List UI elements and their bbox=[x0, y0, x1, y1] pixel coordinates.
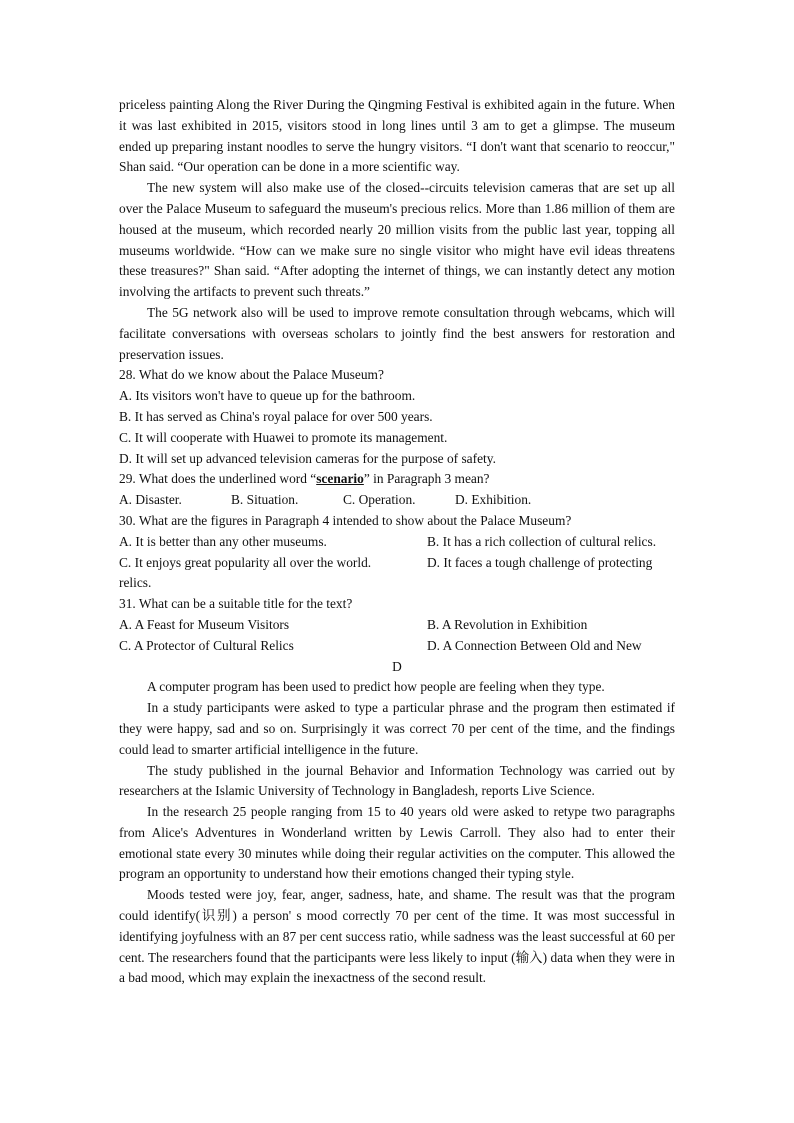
question-31-options-cd bbox=[119, 636, 675, 657]
question-30-option-b[interactable]: B. It has a rich collection of cultural relics. bbox=[427, 533, 657, 549]
question-29-option-b[interactable]: B. Situation. bbox=[231, 492, 299, 508]
question-28 bbox=[119, 365, 675, 469]
question-31-option-a[interactable]: A. A Feast for Museum Visitors bbox=[119, 616, 290, 632]
paragraph-c-cctv: The new system will also make use of the closed--circuits television cameras that are set up all over the Palace Museum to safeguard the museum's precious relics. More than 1.86 million of them are housed at the museum, which recorded nearly 20 million visits from the public last year, topping all museums worldwide. “How can we make sure no single visitor who might have evil ideas threatens these treasures?" Shan said. “After adopting the internet of things, we can instantly detect any motion involving the artifacts to prevent such threats.” bbox=[119, 180, 675, 300]
question-30 bbox=[119, 511, 675, 594]
question-29-stem bbox=[119, 469, 675, 490]
question-29-options bbox=[119, 490, 675, 511]
document-page bbox=[119, 95, 675, 989]
question-28-option-d[interactable]: D. It will set up advanced television cameras for the purpose of safety. bbox=[119, 450, 496, 466]
question-30-option-d-continued: relics. bbox=[119, 575, 152, 591]
question-31 bbox=[119, 594, 675, 656]
question-29 bbox=[119, 469, 675, 511]
question-30-option-c[interactable]: C. It enjoys great popularity all over the world. bbox=[119, 554, 372, 570]
paragraph-d-3: The study published in the journal Behavior and Information Technology was carried out by researchers at the Islamic University of Technology in Bangladesh, reports Live Science. bbox=[119, 762, 675, 799]
question-31-option-d[interactable]: D. A Connection Between Old and New bbox=[427, 637, 642, 653]
paragraph-d-1: A computer program has been used to predict how people are feeling when they type. bbox=[147, 679, 605, 695]
question-31-options-ab bbox=[119, 615, 675, 636]
question-30-option-a[interactable]: A. It is better than any other museums. bbox=[119, 533, 327, 549]
paragraph-d-2: In a study participants were asked to type a particular phrase and the program then estimated if they were happy, sad and so on. Surprisingly it was correct 70 per cent of the time, and the findings could lead to smarter artificial intelligence in the future. bbox=[119, 700, 675, 757]
question-28-option-b[interactable]: B. It has served as China's royal palace for over 500 years. bbox=[119, 408, 433, 424]
question-28-stem: 28. What do we know about the Palace Museum? bbox=[119, 367, 384, 383]
paragraph-d-5: Moods tested were joy, fear, anger, sadness, hate, and shame. The result was that the program could identify(识别) a person' s mood correctly 70 per cent of the time. It was most successful in identifying joyfulness with an 87 per cent success ratio, while sadness was the least successful at 60 per cent. The researchers found that the participants were less likely to input (输入) data when they were in a bad mood, which may explain the inexactness of the second result. bbox=[119, 887, 675, 986]
question-29-option-d[interactable]: D. Exhibition. bbox=[455, 492, 532, 508]
question-30-options-ab bbox=[119, 532, 675, 553]
section-label-d: D bbox=[392, 658, 402, 674]
question-30-option-d[interactable]: D. It faces a tough challenge of protecting bbox=[427, 554, 653, 570]
question-31-stem: 31. What can be a suitable title for the text? bbox=[119, 596, 353, 612]
question-29-stem-after: ” in Paragraph 3 mean? bbox=[363, 471, 490, 487]
question-28-option-a[interactable]: A. Its visitors won't have to queue up for the bathroom. bbox=[119, 388, 416, 404]
underlined-word: scenario bbox=[316, 471, 364, 487]
paragraph-d-4: In the research 25 people ranging from 15 to 40 years old were asked to retype two paragraphs from Alice's Adventures in Wonderland written by Lewis Carroll. They also had to enter their emotional state every 30 minutes while doing their regular activities on the computer. This allowed the program an opportunity to understand how their emotions changed their typing style. bbox=[119, 804, 675, 882]
question-30-stem: 30. What are the figures in Paragraph 4 intended to show about the Palace Museum? bbox=[119, 512, 572, 528]
question-31-option-b[interactable]: B. A Revolution in Exhibition bbox=[427, 616, 588, 632]
question-30-options-cd bbox=[119, 553, 675, 574]
question-28-option-c[interactable]: C. It will cooperate with Huawei to promote its management. bbox=[119, 429, 448, 445]
question-29-option-c[interactable]: C. Operation. bbox=[343, 492, 416, 508]
question-31-option-c[interactable]: C. A Protector of Cultural Relics bbox=[119, 637, 294, 653]
question-29-stem-before: 29. What does the underlined word “ bbox=[119, 471, 317, 487]
paragraph-c-5g: The 5G network also will be used to improve remote consultation through webcams, which will facilitate conversations with overseas scholars to jointly find the best answers for restoration and preservation issues. bbox=[119, 304, 675, 362]
paragraph-c-ending: priceless painting Along the River During the Qingming Festival is exhibited again in the future. When it was last exhibited in 2015, visitors stood in long lines until 3 am to get a glimpse. The museum ended up preparing instant noodles to serve the hungry visitors. “I don't want that scenario to reoccur," Shan said. “Our operation can be done in a more scientific way. bbox=[119, 97, 675, 175]
question-29-option-a[interactable]: A. Disaster. bbox=[119, 492, 182, 508]
